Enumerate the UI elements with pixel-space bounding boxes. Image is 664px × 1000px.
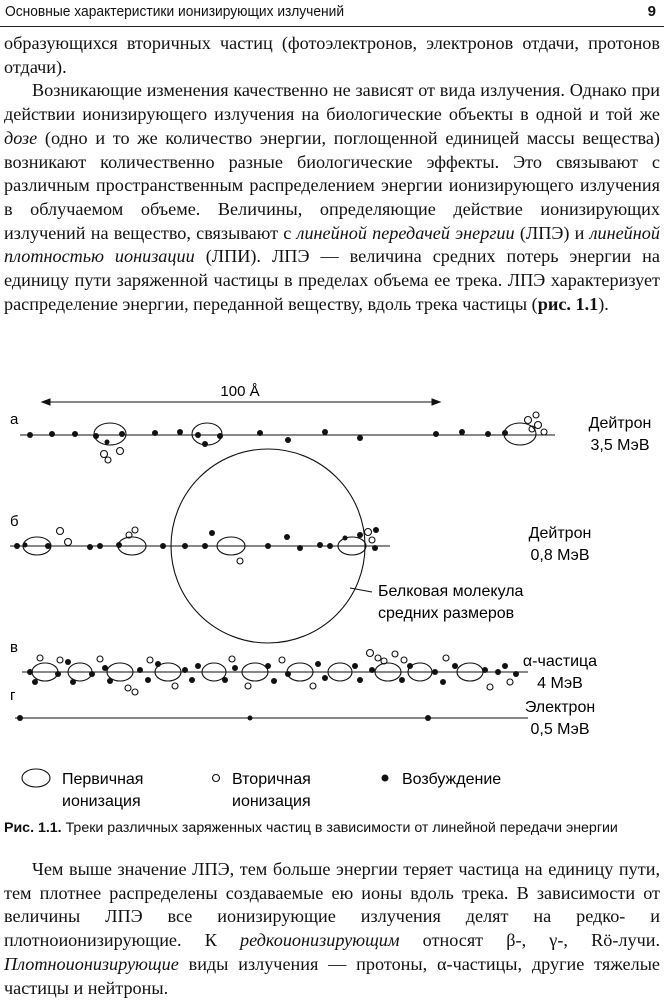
figure-caption <box>4 820 660 836</box>
primary-ionization-icon <box>22 769 50 787</box>
text-run: (одно и то же количество энергии, поглощенной единицей массы вещества) возникают количественно разные биологические эффекты. Это связывают с различным пространственным распределением энергии ионизирующего излучения в облучаемом объеме. Величины, определяющие действие ионизирующих излучений на вещество, связывают с <box>4 127 660 243</box>
text-run: Возникающие изменения качественно не зависят от вида излучения. Однако при действии ионизирующего излучения на биологические объекты в одной и той же <box>4 80 660 125</box>
arrow-right-icon <box>432 399 440 405</box>
legend-primary-line2: ионизация <box>62 793 141 810</box>
track-energy: 4 МэВ <box>537 675 583 692</box>
running-header <box>0 0 664 27</box>
caption-text: Треки различных заряженных частиц в зависимости от линейной передачи энергии <box>61 820 618 836</box>
body-text-top <box>4 32 660 316</box>
paragraph-continuation: образующихся вторичных частиц (фотоэлектронов, электронов отдачи, протонов отдачи). <box>4 33 660 77</box>
molecule-label-line2: средних размеров <box>378 605 515 622</box>
track-energy: 0,5 МэВ <box>530 721 590 738</box>
secondary-ionization-icon <box>213 775 220 782</box>
track-energy: 3,5 МэВ <box>590 437 650 454</box>
track-v <box>10 639 597 695</box>
arrow-left-icon <box>42 399 50 405</box>
track-particle: Дейтрон <box>588 415 652 432</box>
track-letter: а <box>10 411 19 428</box>
excitation-icon <box>382 775 389 782</box>
legend-primary-line1: Первичная <box>62 771 144 788</box>
track-particle: Дейтрон <box>528 525 592 542</box>
legend-secondary-line2: ионизация <box>232 793 311 810</box>
figure-tracks <box>0 370 664 820</box>
track-a <box>10 411 651 463</box>
text-run: виды излучения — протоны, α-частицы, другие тяжелые частицы и нейтроны. <box>4 953 660 998</box>
header-title: Основные характеристики ионизирующих излучений <box>5 3 345 20</box>
paragraph-let-definition <box>4 79 660 316</box>
figure-reference: рис. 1.1 <box>537 293 599 314</box>
track-b <box>10 449 591 643</box>
term-let: линейной передачей энергии <box>296 222 515 243</box>
track-energy: 0,8 МэВ <box>530 547 590 564</box>
track-particle: Электрон <box>524 699 596 716</box>
term-lid: линейной плотностью ионизации <box>4 222 660 267</box>
legend-secondary-line1: Вторичная <box>232 771 311 788</box>
page-number: 9 <box>647 3 656 20</box>
track-letter: б <box>10 513 19 530</box>
scale-label: 100 Å <box>220 383 260 400</box>
text-run: относят β-, γ-, Rö-лучи. <box>399 930 660 951</box>
legend-excitation: Возбуждение <box>402 771 502 788</box>
term-sparsely-ionizing: редкоионизирующим <box>240 930 400 951</box>
figure-legend <box>22 769 501 810</box>
molecule-label-line1: Белковая молекула <box>378 583 524 600</box>
paragraph-let-classification <box>4 858 660 1000</box>
text-run: ). <box>598 293 609 314</box>
track-letter: в <box>10 639 18 656</box>
track-letter: г <box>10 687 16 704</box>
text-run: (ЛПИ). ЛПЭ — величина средних потерь энергии на единицу пути заряженной частицы в пределах объема ее трека. ЛПЭ характеризует распределение энергии, переданной веществу, вдоль трека частицы ( <box>4 246 660 314</box>
body-text-bottom <box>4 858 660 1000</box>
track-g <box>10 687 595 738</box>
term-densely-ionizing: Плотноионизирующие <box>4 953 179 974</box>
text-run: Чем выше значение ЛПЭ, тем больше энергии теряет частица на единицу пути, тем плотнее распределены создаваемые ею ионы вдоль трека. В зависимости от величины ЛПЭ все ионизирующие излучения делят на редко- и плотноионизирующие. К <box>4 859 660 951</box>
term-dose: дозе <box>4 127 38 148</box>
caption-label: Рис. 1.1. <box>4 820 62 836</box>
track-particle: α-частица <box>522 653 598 670</box>
text-run: (ЛПЭ) и <box>514 222 590 243</box>
